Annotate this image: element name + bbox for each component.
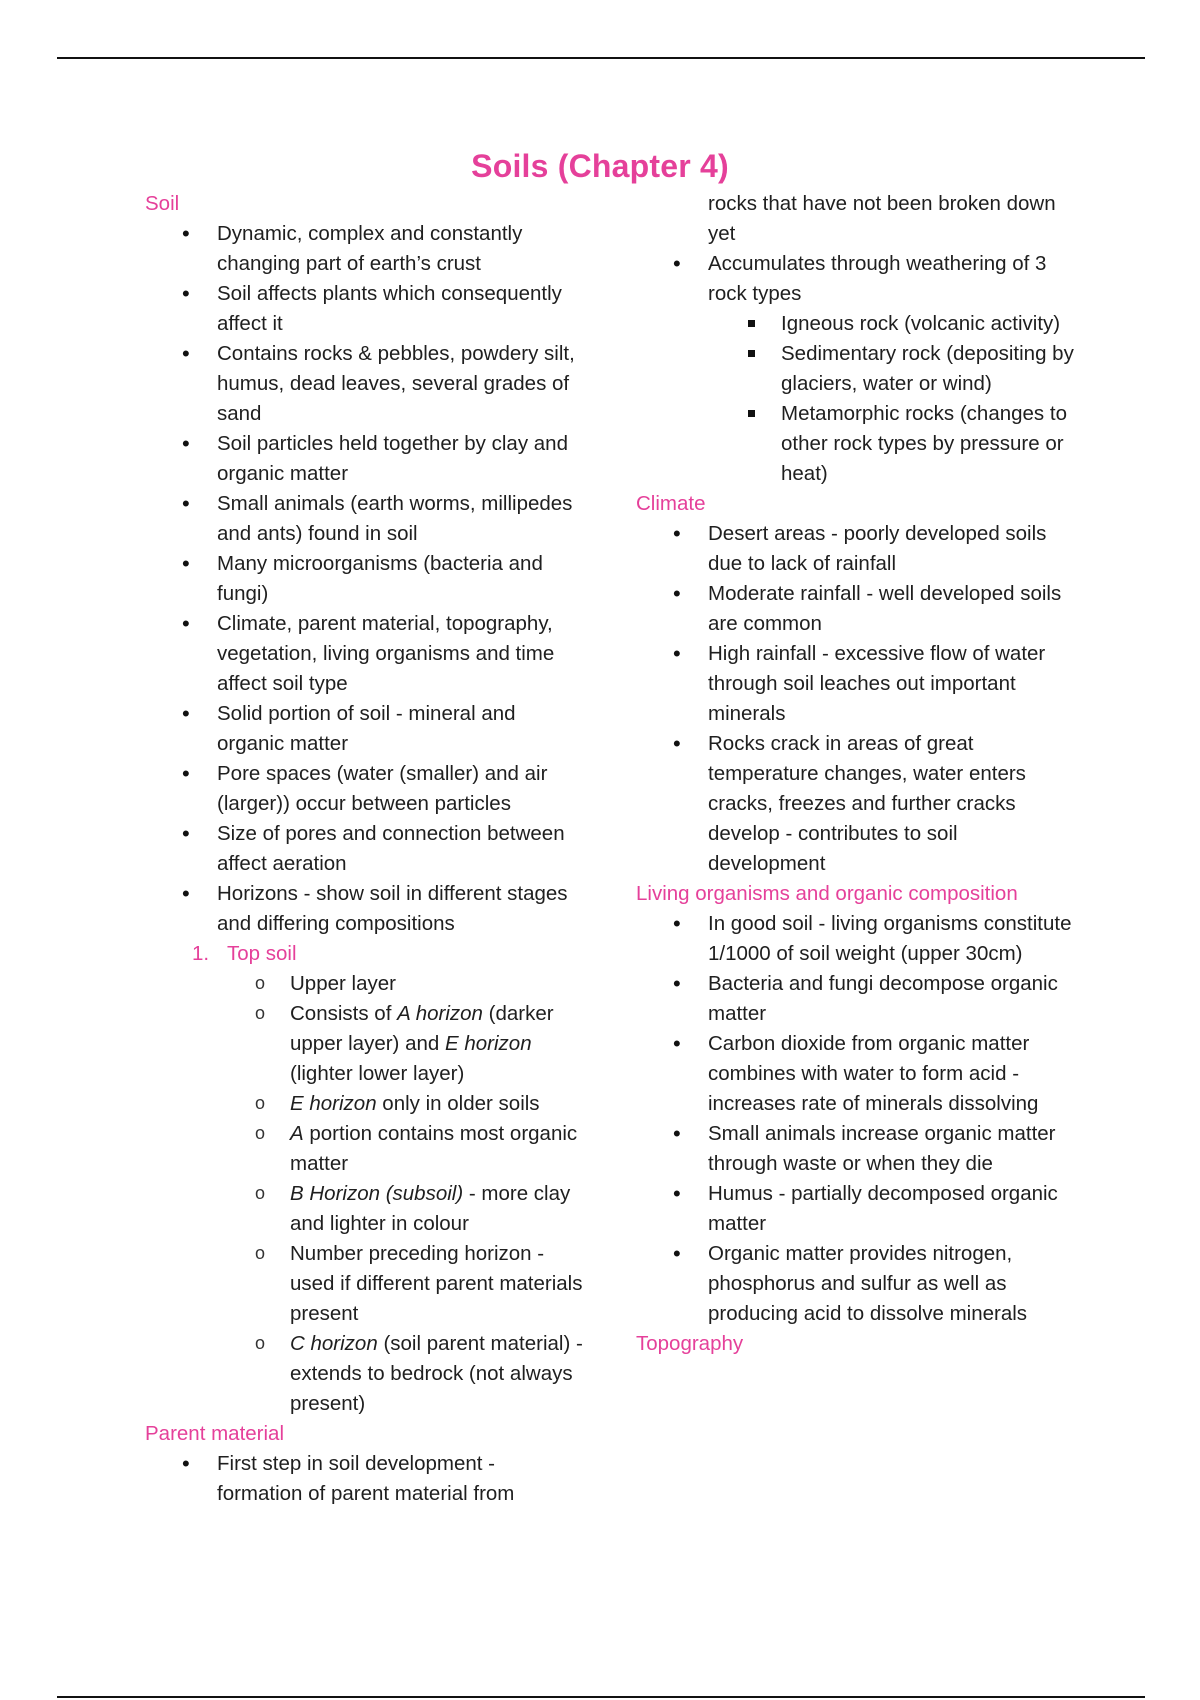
list-item: • Organic matter provides nitrogen, phosphorus and sulfur as well as producing acid to dissolve minerals xyxy=(636,1239,1076,1329)
top-rule xyxy=(57,57,1145,59)
list-item: • In good soil - living organisms constitute 1/1000 of soil weight (upper 30cm) xyxy=(636,909,1076,969)
list-item: • Small animals increase organic matter through waste or when they die xyxy=(636,1119,1076,1179)
topsoil-sublist xyxy=(145,969,585,1419)
left-column xyxy=(145,189,585,1509)
page-title: Soils (Chapter 4) xyxy=(471,148,729,184)
list-item: • First step in soil development - formation of parent material from xyxy=(145,1449,585,1509)
list-item: • Moderate rainfall - well developed soils are common xyxy=(636,579,1076,639)
heading-climate: Climate xyxy=(636,492,706,515)
list-item: o A portion contains most organic matter xyxy=(145,1119,585,1179)
topsoil-number: 1. xyxy=(192,942,210,965)
parent-material-list xyxy=(636,249,1076,309)
list-item: • Size of pores and connection between affect aeration xyxy=(145,819,585,879)
living-organisms-list xyxy=(636,909,1076,1329)
list-item: • Horizons - show soil in different stages and differing compositions xyxy=(145,879,585,939)
list-item: • Pore spaces (water (smaller) and air (larger)) occur between particles xyxy=(145,759,585,819)
rock-types-list xyxy=(636,309,1076,489)
list-item: o C horizon (soil parent material) - extends to bedrock (not always present) xyxy=(145,1329,585,1419)
list-item: o Upper layer xyxy=(145,969,585,999)
list-item: • Soil particles held together by clay and organic matter xyxy=(145,429,585,489)
heading-soil: Soil xyxy=(145,192,180,215)
list-item: o E horizon only in older soils xyxy=(145,1089,585,1119)
list-item: • Climate, parent material, topography, vegetation, living organisms and time affect soil type xyxy=(145,609,585,699)
list-item: • Solid portion of soil - mineral and organic matter xyxy=(145,699,585,759)
list-item: • Desert areas - poorly developed soils due to lack of rainfall xyxy=(636,519,1076,579)
right-column xyxy=(636,189,1076,1359)
climate-list xyxy=(636,519,1076,879)
list-item: o Consists of A horizon (darker upper layer) and E horizon (lighter lower layer) xyxy=(145,999,585,1089)
list-item: • High rainfall - excessive flow of water through soil leaches out important minerals xyxy=(636,639,1076,729)
heading-parent-material: Parent material xyxy=(145,1422,285,1445)
bottom-rule xyxy=(57,1696,1145,1698)
list-item: • Many microorganisms (bacteria and fungi) xyxy=(145,549,585,609)
topsoil-label: Top soil xyxy=(227,942,297,965)
list-item: • Small animals (earth worms, millipedes and ants) found in soil xyxy=(145,489,585,549)
list-item: • Dynamic, complex and constantly changing part of earth’s crust xyxy=(145,219,585,279)
list-item: Igneous rock (volcanic activity) xyxy=(636,309,1076,339)
list-item: o Number preceding horizon - used if different parent materials present xyxy=(145,1239,585,1329)
list-item: Metamorphic rocks (changes to other rock types by pressure or heat) xyxy=(636,399,1076,489)
list-item: • Contains rocks & pebbles, powdery silt, humus, dead leaves, several grades of sand xyxy=(145,339,585,429)
heading-topography: Topography xyxy=(636,1332,744,1355)
soil-bullet-list xyxy=(145,219,585,939)
heading-living-organisms: Living organisms and organic composition xyxy=(636,882,1018,905)
list-item: • Rocks crack in areas of great temperature changes, water enters cracks, freezes and further cracks develop - contributes to soil development xyxy=(636,729,1076,879)
list-item: Sedimentary rock (depositing by glaciers, water or wind) xyxy=(636,339,1076,399)
parent-material-list-start xyxy=(145,1449,585,1509)
list-item: • Accumulates through weathering of 3 rock types xyxy=(636,249,1076,309)
list-item: • Soil affects plants which consequently affect it xyxy=(145,279,585,339)
list-item: • Humus - partially decomposed organic matter xyxy=(636,1179,1076,1239)
list-item: o B Horizon (subsoil) - more clay and lighter in colour xyxy=(145,1179,585,1239)
list-item-continuation: rocks that have not been broken down yet xyxy=(708,192,1056,245)
list-item: • Carbon dioxide from organic matter combines with water to form acid - increases rate of minerals dissolving xyxy=(636,1029,1076,1119)
list-item: • Bacteria and fungi decompose organic matter xyxy=(636,969,1076,1029)
topsoil-numbered-heading xyxy=(145,939,585,969)
